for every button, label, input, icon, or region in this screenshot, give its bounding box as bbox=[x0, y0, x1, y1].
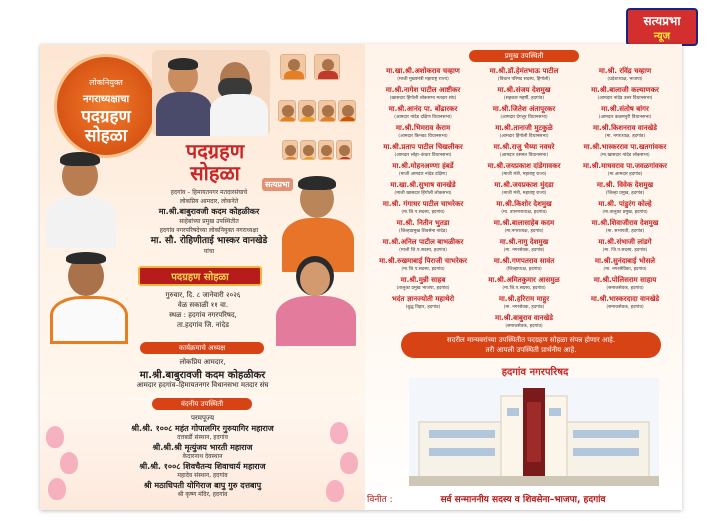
dignitary-role: (मा. नगरसेवक, हदगांव) bbox=[503, 248, 545, 253]
ceremony-ribbon: पदग्रहण सोहळा bbox=[138, 266, 262, 286]
dignitary-name: मा.श्री.मोहनअण्णा हंबर्डे bbox=[392, 162, 454, 170]
dignitary-name: मा.श्री.भास्करराव पा.खतगांवकर bbox=[583, 143, 667, 151]
dignitary-name: मा.श्री. पांडुरंग कोल्हे bbox=[598, 200, 652, 208]
guests-section bbox=[40, 396, 365, 510]
guest-name: श्री मठाधिपती योगिराज बापु गुरु दत्तबापु bbox=[143, 481, 262, 490]
dignitary-entry bbox=[474, 199, 574, 218]
badge-line2: नगराध्यक्षाचा bbox=[82, 94, 130, 105]
dignitary-name: मा.श्री.अनिल पाटील बाभळीकर bbox=[382, 238, 464, 246]
guests-main-heading: प्रमुख उपस्थिती bbox=[469, 50, 579, 62]
guest-name: श्री.श्री. १००८ शिवचैतन्य शिवाचार्य महाराज bbox=[139, 462, 266, 471]
dignitary-role: (आमदार लोहा–कंधार विधानसभा) bbox=[394, 153, 452, 158]
dignitary-entry bbox=[474, 66, 574, 85]
dignitary-role: (समाजसेवक, हदगांव) bbox=[606, 286, 644, 291]
dignitary-entry bbox=[373, 123, 473, 142]
dignitary-entry bbox=[373, 104, 473, 123]
dignitary-name: मा.श्री.भास्करदादा वानखेडे bbox=[590, 295, 660, 303]
dignitary-name: मा.श्री.किशनराव वानखेडे bbox=[593, 124, 657, 132]
dignitary-name: मा.खा.श्री.अशोकराव चव्हाण bbox=[386, 67, 460, 75]
guest-name: श्री.श्री. १००८ महंत गोपालगिर गुरुयागिर महाराज bbox=[131, 424, 274, 433]
dignitary-entry bbox=[373, 199, 473, 218]
dignitary-entry bbox=[373, 66, 473, 85]
brand-line2: न्यूज bbox=[653, 31, 671, 42]
dignitary-entry bbox=[474, 161, 574, 180]
badge-line4: सोहळा bbox=[84, 126, 128, 146]
dignitary-role: (जिल्हा प्रमुख, हदगांव) bbox=[605, 191, 645, 196]
dignitary-role: (सहकार महर्षी, हदगांव) bbox=[503, 96, 545, 101]
dignitary-role: (मा.जि.प.सदस्य, हदगांव) bbox=[502, 286, 546, 291]
dignitary-role: (मा. जि.प.सदस्य, हदगांव) bbox=[602, 248, 648, 253]
dignitary-name: मा.श्री.जयप्रकाश मुंदडा bbox=[494, 181, 554, 189]
dignitary-entry bbox=[575, 123, 675, 142]
dignitaries-columns bbox=[373, 66, 675, 330]
dignitary-role: (मा.नगराध्यक्ष, हदगांव) bbox=[504, 229, 544, 234]
dignitary-name: मा.श्री.जितेश अंतापूरकर bbox=[492, 105, 556, 113]
dignitary-name: मा.श्री.बालासाहेब कदम bbox=[493, 219, 555, 227]
dignitary-entry bbox=[474, 123, 574, 142]
event-details bbox=[136, 290, 270, 330]
intro-line2: लोकप्रिय आमदार, लोकनेते bbox=[179, 198, 239, 205]
dignitary-name: मा.श्री.संभाजी लांडगे bbox=[598, 238, 652, 246]
dignitary-role: (मा.जि.प.सदस्य, हदगांव) bbox=[401, 267, 445, 272]
dignitary-entry bbox=[575, 218, 675, 237]
dignitary-entry bbox=[575, 294, 675, 313]
appeal-line2: तरी आपली उपस्थिती प्रार्थनीय आहे. bbox=[485, 346, 577, 354]
dignitary-entry bbox=[474, 104, 574, 123]
dignitary-entry bbox=[474, 313, 574, 332]
council-building-image bbox=[409, 378, 659, 486]
dignitary-role: (माजी आमदार नांदेड दक्षिण) bbox=[398, 172, 448, 177]
badge-line1: लोकनियुक्त bbox=[89, 78, 123, 87]
dignitary-name: मा.श्री.माधवराव पा.जवळगांवकर bbox=[582, 162, 668, 170]
presidency-block bbox=[50, 344, 355, 390]
dignitary-role: (माजी जि.प.सदस्य, हदगांव) bbox=[399, 248, 447, 253]
dignitary-name: मा.श्री.संजय देशमुख bbox=[497, 86, 551, 94]
dignitary-name: मा.श्री.हरिराम माहुर bbox=[498, 295, 550, 303]
leader-photo bbox=[44, 250, 134, 344]
guests-heading: वंदनीय उपस्थिती bbox=[152, 398, 252, 410]
dignitary-entry bbox=[373, 218, 473, 237]
dignitary-entry bbox=[474, 275, 574, 294]
guest-place: दत्तबर्डी संस्थान, हदगांव bbox=[177, 434, 228, 441]
dignitary-name: मा.श्री.नागु देशमुख bbox=[499, 238, 549, 246]
dignitary-entry bbox=[575, 256, 675, 275]
presidency-name: मा.श्री.बाबुरावजी कदम कोहळीकर bbox=[139, 370, 266, 381]
left-page bbox=[40, 44, 365, 510]
guests-intro: परमपूज्य bbox=[190, 414, 215, 422]
dignitary-role: (मा.जि.प.सदस्य, हदगांव) bbox=[401, 210, 445, 215]
dignitary-name: मा.श्री. गंगाधर पाटील चाभरेकर bbox=[382, 200, 464, 208]
dignitary-entry bbox=[373, 161, 473, 180]
dignitary-entry bbox=[575, 142, 675, 161]
dignitary-entry bbox=[474, 85, 574, 104]
dignitary-entry bbox=[575, 85, 675, 104]
dignitary-name: भदंत ज्ञानज्योती महाथेरो bbox=[391, 295, 455, 303]
dignitary-role: (आमदार वसमत विधानसभा) bbox=[499, 153, 549, 158]
dignitary-role: (समाजसेवक, हदगांव) bbox=[606, 305, 644, 310]
dignitary-entry bbox=[575, 104, 675, 123]
event-place: स्थळ : हदगांव नगरपरिषद, bbox=[169, 311, 237, 319]
dignitary-name: मा.श्री.तानाजी मुटकुळे bbox=[495, 124, 553, 132]
guest-list bbox=[90, 414, 315, 499]
dignitary-entry bbox=[474, 180, 574, 199]
brand-logo bbox=[626, 8, 698, 46]
event-date: गुरुवार, दि. ८ जानेवारी २०२६ bbox=[165, 291, 241, 299]
event-time: वेळ सकाळी ११ वा. bbox=[177, 301, 229, 309]
guest-place: महादेव संस्थान, हदगांव bbox=[177, 472, 228, 479]
dignitary-entry bbox=[373, 294, 473, 313]
footer-label: विनीत : bbox=[367, 495, 393, 505]
guest-place: श्री कृष्ण मंदिर, हदगांव bbox=[177, 491, 228, 498]
dignitary-entry bbox=[474, 218, 574, 237]
dignitary-role: (प्रदेशाध्यक्ष, भाजपा) bbox=[607, 77, 643, 82]
appeal-line1: सदरील मान्यवरांच्या उपस्थितीत पदग्रहण सोहळा संपन्न होणार आहे. bbox=[446, 336, 616, 344]
dignitary-entry bbox=[575, 275, 675, 294]
dignitary-role: (आमदार किनवट विधानसभा) bbox=[398, 134, 448, 139]
dignitary-entry bbox=[373, 256, 473, 275]
dignitary-name: मा.श्री.प्रताप पाटील चिखलीकर bbox=[383, 143, 463, 151]
dignitary-role: (तालुका प्रमुख भाजपा, हदगांव) bbox=[396, 286, 450, 291]
dignitary-entry bbox=[575, 237, 675, 256]
leaders-photo bbox=[152, 50, 270, 136]
dignitary-name: मा.श्री.राजु भैय्या नवघरे bbox=[493, 143, 555, 151]
dignitary-entry bbox=[575, 180, 675, 199]
dignitary-name: मा.श्री. नितीन भुतडा bbox=[396, 219, 450, 227]
right-page bbox=[365, 44, 682, 510]
dignitary-role: (मा. सभापती, हदगांव) bbox=[605, 229, 645, 234]
dignitary-role: (आमदार देगलूर विधानसभा) bbox=[500, 115, 548, 120]
intro-name2: मा. सौ. रोहिणीताई भास्कर वानखेडे bbox=[150, 236, 268, 246]
intro-line1: हदगांव – हिमायतनगर मतदारसंघाचे bbox=[170, 189, 248, 196]
title-line1: पदग्रहण bbox=[185, 139, 245, 163]
guest-place: केदारनाथ देवस्थान bbox=[182, 453, 223, 460]
dignitary-role: (मा.तालुका प्रमुख, हदगांव) bbox=[602, 210, 648, 215]
dignitary-entry bbox=[474, 142, 574, 161]
dignitary-role: (माजी मुख्यमंत्री महाराष्ट्र राज्य) bbox=[397, 77, 449, 82]
dignitary-role: (विधान परिषद सदस्य, हिंगोली) bbox=[497, 77, 551, 82]
badge-line3: पदग्रहण bbox=[81, 107, 131, 127]
intro-name1: मा.श्री.बाबुरावजी कदम कोहळीकर bbox=[158, 207, 260, 216]
dignitary-name: मा.श्री.अमितकुमार आसमुळ bbox=[488, 276, 560, 284]
ceremony-title bbox=[160, 140, 270, 184]
dignitary-entry bbox=[373, 85, 473, 104]
dignitary-role: (आमदार नांदेड उत्तर विधानसभा) bbox=[597, 96, 653, 101]
dignitary-name: मा.श्री.भिमराव केराम bbox=[395, 124, 451, 132]
dignitary-role: (समाजसेवक, हदगांव) bbox=[505, 324, 543, 329]
dignitary-role: (मा. नगराध्यक्ष, हदगांव) bbox=[604, 134, 646, 139]
dignitary-role: (आमदार कळमनुरी विधानसभा) bbox=[598, 115, 652, 120]
dignitary-name: मा.श्री.आनंद पा. बोंढारकर bbox=[388, 105, 458, 113]
dignitary-role: (आमदार हिंगोली विधानसभा) bbox=[499, 134, 549, 139]
dignitary-name: मा.श्री. विवेक देशमुख bbox=[596, 181, 654, 189]
dignitary-role: (जिल्हाध्यक्ष, हदगांव) bbox=[506, 267, 542, 272]
invitation-sheet bbox=[40, 44, 682, 510]
dignitary-name: मा.श्री.गणपतराव सावंत bbox=[493, 257, 555, 265]
footer bbox=[365, 488, 682, 510]
intro-line5: यांचा bbox=[203, 248, 215, 255]
dignitary-name: मा.श्री.मुन्नी साहब bbox=[400, 276, 446, 284]
dignitary-name: मा.श्री.संतोष बांगर bbox=[601, 105, 649, 113]
dignitary-entry bbox=[575, 161, 675, 180]
dignitary-entry bbox=[474, 256, 574, 275]
dignitary-role: (मा. उपनगराध्यक्ष, हदगांव) bbox=[501, 210, 547, 215]
title-line2: सोहळा bbox=[190, 161, 240, 185]
intro-line3: साहेबांच्या प्रमुख उपस्थितीत bbox=[179, 218, 239, 225]
dignitary-name: मा.खा.श्री.सुभाष वानखेडे bbox=[390, 181, 456, 189]
dignitary-name: मा.श्री.रुखमाबाई पिराजी चाभरेकर bbox=[379, 257, 467, 265]
dignitary-name: मा.श्री. रविंद्र चव्हाण bbox=[598, 67, 652, 75]
guest-name: श्री.श्री.श्री मृत्युंजय भारती महाराज bbox=[152, 443, 253, 452]
brand-line1: सत्यप्रभा bbox=[643, 14, 681, 28]
appeal-banner bbox=[401, 332, 661, 358]
dignitary-entry bbox=[373, 180, 473, 199]
dignitary-entry bbox=[373, 142, 473, 161]
dignitary-entry bbox=[474, 294, 574, 313]
dignitary-name: मा.श्री.शिवाजीराव देशमुख bbox=[591, 219, 659, 227]
president-photo bbox=[268, 254, 360, 346]
watermark: सत्यप्रभा bbox=[262, 178, 293, 191]
dignitary-name: मा.श्री.डॉ.हेमंतभाऊ पाटील bbox=[489, 67, 559, 75]
dignitary-entry bbox=[575, 66, 675, 85]
event-city: ता.हदगांव जि. नांदेड bbox=[177, 321, 229, 329]
dignitary-name: मा.श्री.पोलिसराम साहाय bbox=[593, 276, 657, 284]
dignitary-name: मा.श्री.किशोर देशमुख bbox=[496, 200, 552, 208]
dignitary-role: (मा.आमदार हदगांव) bbox=[607, 172, 643, 177]
dignitary-column-1 bbox=[373, 66, 473, 313]
council-title: हदगांव नगरपरिषद bbox=[501, 367, 569, 378]
dignitary-name: मा.श्री.नागेश पाटील आष्टीकर bbox=[385, 86, 461, 94]
dignitary-role: (माजी मंत्री, महाराष्ट्र राज्य) bbox=[501, 191, 547, 196]
dignitary-column-3 bbox=[575, 66, 675, 313]
intro-line4: हदगांव नगरपरिषदेच्या लोकनियुक्त नगराध्यक्षा bbox=[159, 227, 259, 234]
dignitary-role: (बुद्ध विहार, हदगांव) bbox=[405, 305, 441, 310]
dignitary-role: (जिल्हाप्रमुख शिवसेना नांदेड) bbox=[398, 229, 448, 234]
dignitary-name: मा.श्री.बालाजी कल्याणकर bbox=[591, 86, 659, 94]
dignitary-entry bbox=[575, 199, 675, 218]
dignitary-role: (माजी मंत्री, महाराष्ट्र राज्य) bbox=[501, 172, 547, 177]
presidency-heading: कार्यक्रमाचे अध्यक्ष bbox=[140, 342, 264, 354]
dignitary-entry bbox=[373, 275, 473, 294]
dignitary-role: (मा. नगरसेवक, हदगांव) bbox=[503, 305, 545, 310]
dignitary-name: मा.श्री.जयप्रकाश दांडेगावकर bbox=[487, 162, 561, 170]
dignitary-role: (मा. नगरसेविका, हदगांव) bbox=[603, 267, 647, 272]
dignitary-name: मा.श्री.बाबुराव वानखेडे bbox=[495, 314, 553, 322]
dignitary-entry bbox=[474, 237, 574, 256]
dignitary-column-2 bbox=[474, 66, 574, 332]
presidency-title: लोकप्रिय आमदार, bbox=[179, 358, 226, 366]
dignitary-role: (माजी खासदार हिंगोली लोकसभा) bbox=[394, 191, 452, 196]
dignitary-role: (खासदार हिंगोली लोकसभा मतदार संघ) bbox=[389, 96, 457, 101]
dignitary-name: मा.श्री.सुनंदाबाई भोसले bbox=[594, 257, 656, 265]
dignitary-role: (आमदार नांदेड दक्षिण विधानसभा) bbox=[394, 115, 452, 120]
footer-text: सर्व सन्माननीय सदस्य व शिवसेना–भाजपा, हदगांव bbox=[440, 495, 606, 505]
presidency-desc: आमदार हदगांव–हिमायतनगर विधानसभा मतदार संघ bbox=[136, 381, 269, 389]
mla-photo bbox=[40, 148, 120, 248]
dignitary-role: (मा.खासदार नांदेड लोकसभा) bbox=[600, 153, 650, 158]
event-badge bbox=[54, 54, 158, 158]
dignitary-entry bbox=[373, 237, 473, 256]
intro-text bbox=[114, 188, 304, 256]
